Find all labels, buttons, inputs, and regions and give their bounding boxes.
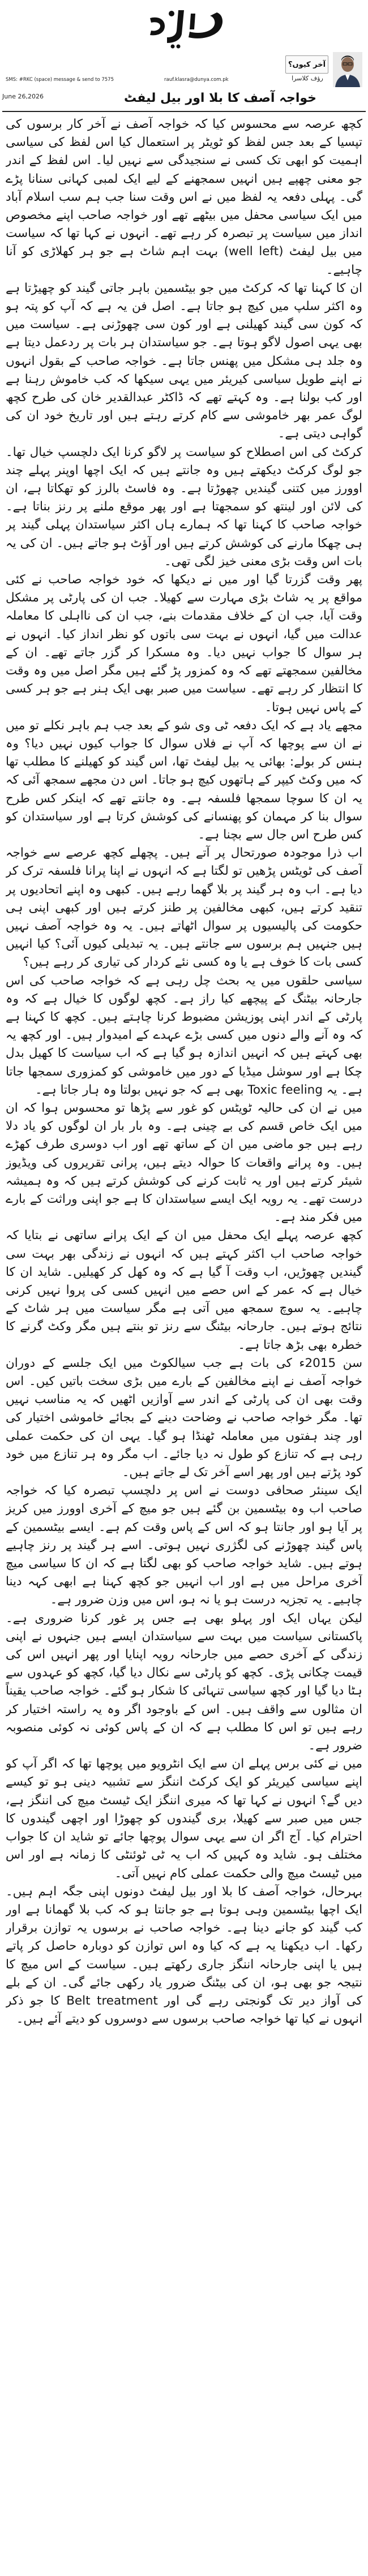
article-paragraph: لیکن یہاں ایک اور پہلو بھی ہے جس پر غور کرنا ضروری ہے۔ پاکستانی سیاست میں بہت سے سیاستدان ایسے ہیں جنہوں نے اپنی زندگی کے آخری حصے میں جارحانہ رویہ اپنایا اور پھر انہیں اس کی قیمت چکانی پڑی۔ کچھ کو پارٹی سے نکال دیا گیا، کچھ کو عہدوں سے ہٹا دیا گیا اور کچھ سیاسی تنہائی کا شکار ہو گئے۔ خواجہ صاحب یقیناً ان مثالوں سے واقف ہیں۔ اس کے باوجود اگر وہ یہ راستہ اختیار کر رہے ہیں تو اس کا مطلب ہے کہ ان کے پاس کوئی نہ کوئی منصوبہ ضرور ہے۔ xyxy=(6,1611,362,1753)
column-header xyxy=(0,52,368,88)
article-paragraph: مجھے یاد ہے کہ ایک دفعہ ٹی وی شو کے بعد جب ہم باہر نکلے تو میں نے ان سے پوچھا کہ آپ نے فلاں سوال کا جواب کیوں نہیں دیا؟ وہ ہنس کر بولے: بھائی یہ بیل لیفٹ تھا، اس گیند کو کھیلنے کا مطلب تھا کہ میں وکٹ کیپر کے ہاتھوں کیچ ہو جاتا۔ اس دن مجھے سمجھ آئی کہ یہ ان کا سوچا سمجھا فلسفہ ہے۔ وہ جانتے تھے کہ اینکر کس طرح سوال بنا کر مہمان کو پھنسانے کی کوشش کرتا ہے اور سیاستدان کو کس طرح اس جال سے بچنا ہے۔ xyxy=(6,718,362,842)
article-paragraph: پھر وقت گزرتا گیا اور میں نے دیکھا کہ خود خواجہ صاحب نے کئی مواقع پر یہ شاٹ بڑی مہارت سے کھیلا۔ جب ان کی پارٹی پر مشکل وقت آیا، جب ان کے خلاف مقدمات بنے، جب ان کی نااہلی کا معاملہ عدالت میں گیا، انہوں نے بہت سی باتوں کو نظر انداز کیا۔ انہوں نے ہر سوال کا جواب نہیں دیا۔ وہ مسکرا کر گزر جاتے تھے۔ ان کے مخالفین سمجھتے تھے کہ وہ کمزور پڑ گئے ہیں مگر اصل میں وہ وقت کا انتظار کر رہے تھے۔ سیاست میں صبر بھی ایک ہنر ہے جو ہر کسی کے پاس نہیں ہوتا۔ xyxy=(6,573,362,715)
email-line: rauf.klasra@dunya.com.pk xyxy=(164,77,229,83)
publish-date: June 26,2026 xyxy=(2,93,44,100)
article-paragraph: اب ذرا موجودہ صورتحال پر آتے ہیں۔ پچھلے کچھ عرصے سے خواجہ آصف کی ٹویٹس پڑھیں تو لگتا ہے کہ انہوں نے اپنا پرانا فلسفہ ترک کر دیا ہے۔ اب وہ ہر گیند پر بلا گھما رہے ہیں۔ کبھی وہ اپنے اتحادیوں پر تنقید کرتے ہیں، کبھی مخالفین پر طنز کرتے ہیں اور کبھی اپنی ہی حکومت کی پالیسیوں پر سوال اٹھاتے ہیں۔ یہ وہ خواجہ آصف نہیں ہیں جنہیں ہم برسوں سے جانتے ہیں۔ یہ تبدیلی کیوں آئی؟ کیا انہیں کسی بات کا خوف ہے یا وہ کسی نئے کردار کی تیاری کر رہے ہیں؟ xyxy=(6,846,362,970)
column-brand: آخر کیوں؟ xyxy=(285,55,328,74)
article-paragraph: ایک سینئر صحافی دوست نے اس پر دلچسپ تبصرہ کیا کہ خواجہ صاحب اب وہ بیٹسمین بن گئے ہیں جو میچ کے آخری اوورز میں کریز پر آیا ہو اور جانتا ہو کہ اس کے پاس وقت کم ہے۔ ایسے بیٹسمین کے پاس گیند چھوڑنے کی لگژری نہیں ہوتی۔ اسے ہر گیند پر رنز چاہیے ہوتے ہیں۔ شاید خواجہ صاحب کو بھی لگتا ہے کہ ان کا سیاسی میچ آخری مراحل میں ہے اور اب انہیں جو کچھ کہنا ہے ابھی کہہ دینا چاہیے۔ یہ تجزیہ درست ہو یا نہ ہو، اس میں وزن ضرور ہے۔ xyxy=(6,1483,362,1607)
header-divider xyxy=(2,111,366,112)
article-paragraph: سیاسی حلقوں میں یہ بحث چل رہی ہے کہ خواجہ صاحب کی اس جارحانہ بیٹنگ کے پیچھے کیا راز ہے۔ کچھ لوگوں کا خیال ہے کہ وہ پارٹی کے اندر اپنی پوزیشن مضبوط کرنا چاہتے ہیں۔ کچھ کا کہنا ہے کہ وہ آنے والے دنوں میں کسی بڑے عہدے کے امیدوار ہیں۔ اور کچھ یہ بھی کہتے ہیں کہ انہیں اندازہ ہو گیا ہے کہ اب سیاست کا کھیل بدل چکا ہے اور سوشل میڈیا کے دور میں خاموشی کو کمزوری سمجھا جاتا ہے۔ یہ Toxic feeling بھی ہے کہ جو نہیں بولتا وہ ہار جاتا ہے۔ xyxy=(6,973,362,1097)
article-paragraph: کچھ عرصہ پہلے ایک محفل میں ان کے ایک پرانے ساتھی نے بتایا کہ خواجہ صاحب اب اکثر کہتے ہیں کہ انہوں نے زندگی بھر بہت سی گیندیں چھوڑیں، اب وقت آ گیا ہے کہ وہ کھل کر کھیلیں۔ شاید ان کا خیال ہے کہ عمر کے اس حصے میں انہیں کسی کی پروا نہیں کرنی چاہیے۔ یہ سوچ سمجھ میں آتی ہے مگر سیاست میں ہر شاٹ کے نتائج ہوتے ہیں۔ جارحانہ بیٹنگ سے رنز تو بنتے ہیں مگر وکٹ گرنے کا خطرہ بھی بڑھ جاتا ہے۔ xyxy=(6,1228,362,1352)
article-paragraph: سن 2015ء کی بات ہے جب سیالکوٹ میں ایک جلسے کے دوران خواجہ آصف نے اپنے مخالفین کے بارے میں بڑی سخت باتیں کیں۔ اس وقت بھی ان کی پارٹی کے اندر سے آوازیں اٹھیں کہ یہ مناسب نہیں تھا۔ مگر خواجہ صاحب نے وضاحت دینے کے بجائے خاموشی اختیار کی اور چند ہفتوں میں معاملہ ٹھنڈا ہو گیا۔ یہی ان کی حکمت عملی رہی ہے کہ تنازع کو طول نہ دیا جائے۔ اب مگر وہ ہر تنازع میں خود کود پڑتے ہیں اور پھر اسے آخر تک لے جاتے ہیں۔ xyxy=(6,1356,362,1480)
article-paragraph: کرکٹ کی اس اصطلاح کو سیاست پر لاگو کرنا ایک دلچسپ خیال تھا۔ جو لوگ کرکٹ دیکھتے ہیں وہ جانتے ہیں کہ ایک اچھا اوپنر پہلے چند اوورز میں کتنی گیندیں چھوڑتا ہے۔ وہ فاسٹ بالرز کو تھکاتا ہے، ان کی لائن اور لینتھ کو سمجھتا ہے اور پھر موقع ملنے پر رنز بناتا ہے۔ خواجہ صاحب کا کہنا تھا کہ ہمارے ہاں اکثر سیاستدان پہلی گیند پر ہی چھکا مارنے کی کوشش کرتے ہیں اور آؤٹ ہو جاتے ہیں۔ ان کی یہ بات اس وقت بڑی معنی خیز لگی تھی۔ xyxy=(6,445,362,569)
column-headline: خواجہ آصف کا بلا اور بیل لیفٹ xyxy=(123,91,317,105)
article-paragraph: بہرحال، خواجہ آصف کا بلا اور بیل لیفٹ دونوں اپنی جگہ اہم ہیں۔ ایک اچھا بیٹسمین وہی ہوتا ہے جو جانتا ہو کہ کب بلا گھمانا ہے اور کب گیند کو جانے دینا ہے۔ خواجہ صاحب نے برسوں یہ توازن برقرار رکھا۔ اب دیکھنا یہ ہے کہ کیا وہ اس توازن کو دوبارہ حاصل کر پاتے ہیں یا اپنی جارحانہ اننگز جاری رکھتے ہیں۔ سیاست کے اس میچ کا نتیجہ جو بھی ہو، ان کی بیٹنگ ضرور یاد رکھی جائے گی۔ ان کے بلے کی آواز دیر تک گونجتی رہے گی اور Belt treatment کا جو ذکر انہوں نے کیا تھا خواجہ صاحب برسوں سے دوسروں کو دیتے آئے ہیں۔ xyxy=(6,1884,362,2027)
masthead xyxy=(0,0,368,51)
article-paragraph: کچھ عرصہ سے محسوس کیا کہ خواجہ آصف نے آخر کار برسوں کی تپسیا کے بعد جس لفظ کو ٹویٹر پر استعمال کیا اس لفظ کی سیاسی اہمیت کو ابھی تک کسی نے سنجیدگی سے نہیں لیا۔ اس لفظ کے اندر جو معنی چھپے ہیں انہیں سمجھنے کے لیے ایک لمبی کہانی سنانا پڑے گی۔ پہلی دفعہ یہ لفظ میں نے اس وقت سنا جب ہم سب اسلام آباد میں ایک سیاسی محفل میں بیٹھے تھے اور خواجہ صاحب اپنے مخصوص انداز میں سیاست پر تبصرہ کر رہے تھے۔ انہوں نے کہا تھا کہ سیاست میں بیل لیفٹ (well left) بہت اہم شاٹ ہے جو ہر کھلاڑی کو آنا چاہیے۔ xyxy=(6,117,362,277)
article-paragraph: ان کا کہنا تھا کہ کرکٹ میں جو بیٹسمین باہر جاتی گیند کو چھیڑتا ہے وہ اکثر سلپ میں کیچ ہو جاتا ہے۔ اصل فن یہ ہے کہ آپ کو پتہ ہو کہ کون سی گیند کھیلنی ہے اور کون سی چھوڑنی ہے۔ سیاست میں بھی یہی اصول لاگو ہوتا ہے۔ جو سیاستدان ہر بات پر ردعمل دیتا ہے وہ جلد ہی مشکل میں پھنس جاتا ہے۔ خواجہ صاحب کے بقول انہوں نے اپنے طویل سیاسی کیریئر میں یہی سیکھا کہ کب خاموش رہنا ہے اور کب بولنا ہے۔ وہ کہتے تھے کہ ڈاکٹر عبدالقدیر خان کی طرح کچھ لوگ عمر بھر خاموشی سے کام کرتے رہتے ہیں اور تاریخ خود ان کی گواہی دیتی ہے۔ xyxy=(6,281,362,441)
author-photo xyxy=(333,52,362,87)
newspaper-logo xyxy=(139,2,229,49)
dunya-logo-icon xyxy=(139,2,229,49)
article-body xyxy=(6,115,362,2571)
article-paragraph: میں نے کئی برس پہلے ان سے ایک انٹرویو میں پوچھا تھا کہ اگر آپ کو اپنے سیاسی کیریئر کو ایک کرکٹ اننگز سے تشبیہ دینی ہو تو کیسے دیں گے؟ انہوں نے کہا تھا کہ میری اننگز ایک ٹیسٹ میچ کی اننگز ہے، جس میں صبر سے کھیلا، بری گیندوں کو چھوڑا اور اچھی گیندوں کا احترام کیا۔ آج اگر ان سے یہی سوال پوچھا جائے تو شاید ان کا جواب مختلف ہو۔ شاید وہ کہیں کہ اب یہ ٹی ٹوئنٹی کا زمانہ ہے اور اس میں ٹیسٹ میچ والی حکمت عملی کام نہیں آتی۔ xyxy=(6,1757,362,1881)
article-paragraph: میں نے ان کی حالیہ ٹویٹس کو غور سے پڑھا تو محسوس ہوا کہ ان میں ایک خاص قسم کی بے چینی ہے۔ وہ بار بار ان لوگوں کو یاد دلا رہے ہیں جو ماضی میں ان کے ساتھ تھے اور اب دوسری طرف کھڑے ہیں۔ وہ پرانے واقعات کا حوالہ دیتے ہیں، پرانی تقریروں کی ویڈیوز شیئر کرتے ہیں اور یہ ثابت کرنے کی کوشش کرتے ہیں کہ وہ ہمیشہ درست تھے۔ یہ رویہ ایک ایسے سیاستدان کا ہے جو اپنی وراثت کے بارے میں فکر مند ہے۔ xyxy=(6,1100,362,1225)
author-portrait-icon xyxy=(333,52,362,87)
title-bar xyxy=(0,89,368,111)
author-name: رؤف کلاسرا xyxy=(292,75,323,82)
sms-line: SMS: #RKC (space) message & send to 7575 xyxy=(6,77,114,83)
